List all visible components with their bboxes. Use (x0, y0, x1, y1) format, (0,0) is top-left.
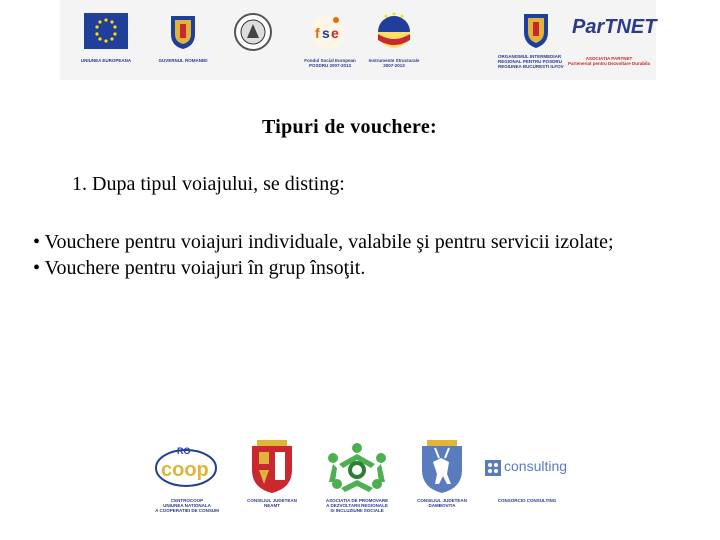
eu-flag-icon (84, 13, 128, 49)
partnet-caption: ASOCIATIA PARTNET Parteneriat pentru Dezvoltare Durabila (567, 56, 651, 66)
svg-text:f: f (315, 25, 320, 41)
consulting-brand: consulting (504, 458, 568, 474)
page-title: Tipuri de vouchere: (262, 116, 437, 138)
gov-caption: GUVERNUL ROMANIEI (158, 58, 208, 63)
bottom-logo-strip (145, 438, 575, 518)
adrs-caption: ASOCIATIA DE PROMOVARE A DEZVOLTARII REGIONALE SI INCLUZIUNII SOCIALE (325, 498, 389, 513)
centrocoop-logo-icon (151, 442, 221, 492)
neamt-caption: CONSILIUL JUDETEAN NEAMT (247, 498, 297, 508)
svg-text:s: s (322, 25, 330, 41)
partnet-logo (572, 16, 656, 46)
dambovita-coat-logo (419, 440, 465, 494)
oirposdru-coat-logo (522, 10, 550, 50)
fse-logo-icon (306, 12, 350, 52)
dambovita-coat-of-arms-icon (419, 440, 465, 494)
fse-caption: Fondul Social European POSDRU 2007-2013 (304, 58, 356, 68)
dambovita-caption: CONSILIUL JUDETEAN DAMBOVITA (417, 498, 467, 508)
eu-flag-logo (84, 13, 128, 49)
consulting-logo (485, 458, 571, 480)
gov-coat-logo (169, 12, 197, 50)
bullet-item: • Vouchere pentru voiajuri individuale, valabile şi pentru servicii izolate; (33, 231, 614, 253)
centrocoop-caption: CENTROCOOP UNIUNEA NATIONALA A COOPERATIEI DE CONSUM (155, 498, 219, 513)
svg-text:RO: RO (177, 446, 191, 456)
svg-text:e: e (331, 25, 339, 41)
adrs-people-icon (319, 440, 395, 496)
subtitle: 1. Dupa tipul voiajului, se disting: (72, 173, 345, 195)
structural-instruments-logo (372, 10, 416, 52)
centrocoop-brand: coop (161, 459, 209, 481)
neamt-coat-of-arms-icon (249, 440, 295, 494)
romania-coat-of-arms-icon (522, 10, 550, 50)
ministry-seal-icon (233, 12, 273, 52)
oirposdru-caption: ORGANISMUL INTERMEDIAR REGIONAL PENTRU POSDRU REGIUNEA BUCURESTI ILFOV (498, 54, 564, 69)
ministry-seal-logo (233, 12, 273, 52)
fse-logo (306, 12, 350, 52)
eu-caption: UNIUNEA EUROPEANA (80, 58, 132, 63)
structural-caption: Instrumente Structurale 2007-2013 (368, 58, 420, 68)
partnet-brand: ParTNET (572, 16, 657, 38)
bullet-item: • Vouchere pentru voiajuri în grup însoţit. (33, 257, 366, 279)
top-logo-strip (60, 0, 656, 80)
adrs-logo (319, 440, 395, 496)
consulting-logo-icon (485, 460, 501, 476)
consulting-caption: CONSORCIO CONSULTING (497, 498, 557, 503)
bullet-list (33, 229, 683, 281)
centrocoop-logo (151, 442, 221, 492)
neamt-coat-logo (249, 440, 295, 494)
structural-instruments-icon (372, 10, 416, 52)
romania-coat-of-arms-icon (169, 12, 197, 50)
